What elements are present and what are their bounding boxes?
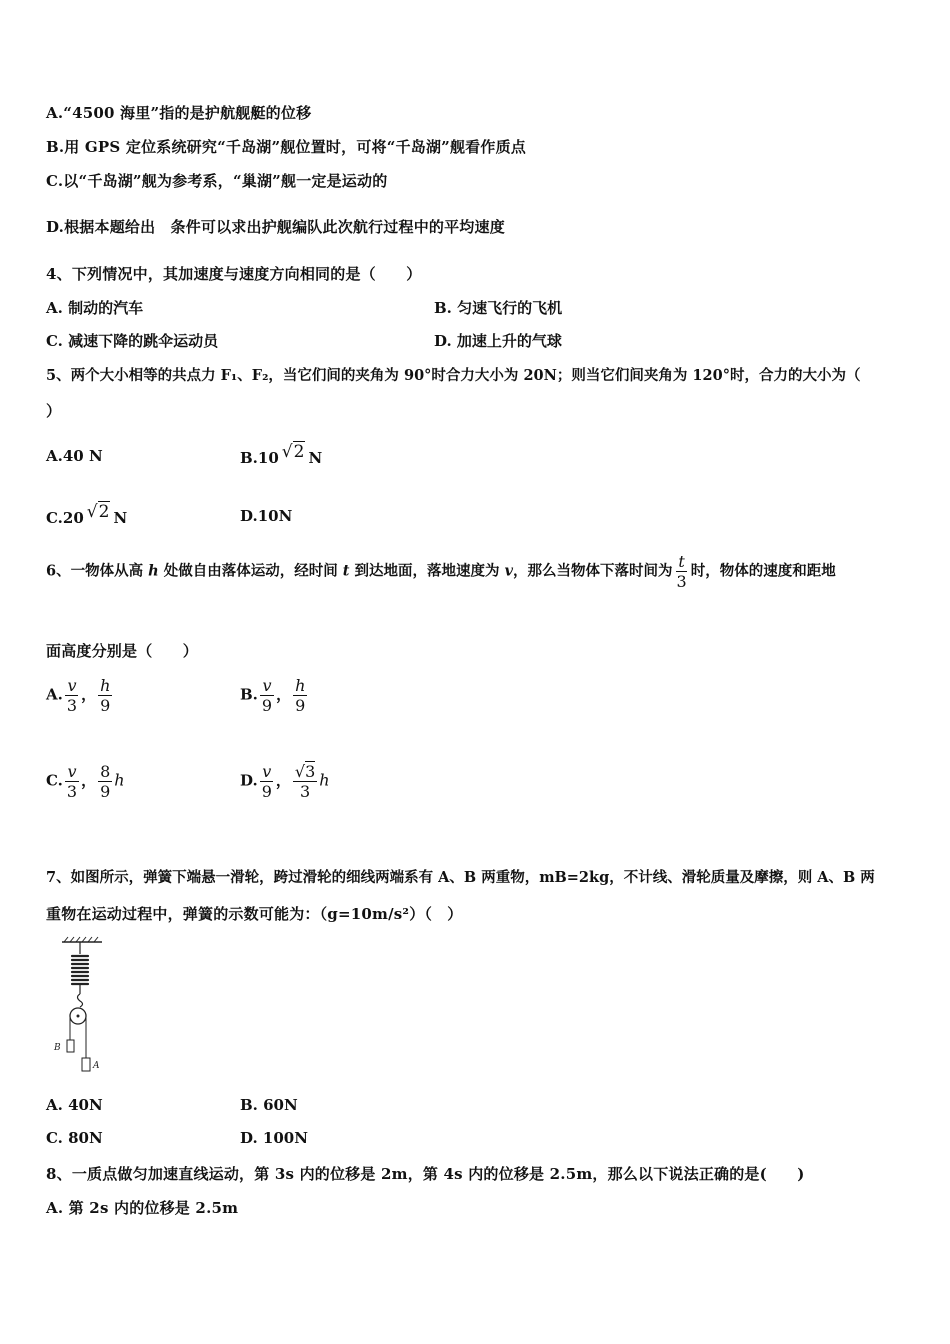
option-label: D. [240, 771, 258, 790]
q4-option-b: B. 匀速飞行的飞机 [434, 299, 563, 317]
fraction [98, 676, 112, 715]
sqrt-symbol: √2 [86, 502, 110, 522]
frac-den: 9 [295, 696, 306, 715]
frac-den: 9 [100, 782, 111, 801]
comma: ， [276, 685, 292, 704]
sqrt-symbol: √2 [281, 442, 305, 462]
option-label: B. [240, 685, 258, 704]
fraction [260, 762, 274, 801]
frac-num: t [678, 552, 685, 571]
fraction [65, 762, 79, 801]
frac-num: h [295, 676, 306, 695]
q5-option-b-prefix: B.10 [240, 449, 279, 467]
frac-num: v [262, 762, 272, 781]
frac-num: h [100, 676, 111, 695]
option-label: A. [46, 685, 63, 704]
q5-stem-end: ） [46, 402, 62, 420]
fraction-t-over-3 [675, 552, 689, 591]
q3-option-a: A.“4500 海里”指的是护航舰艇的位移 [46, 104, 312, 122]
q6-stem [46, 552, 836, 591]
q4-option-a: A. 制动的汽车 [46, 299, 144, 317]
q7-stem: 7、如图所示，弹簧下端悬一滑轮，跨过滑轮的细线两端系有 A、B 两重物，mB=2kg，不计线、滑轮质量及摩擦，则 A、B 两 [46, 869, 875, 886]
q7-option-c: C. 80N [46, 1129, 103, 1147]
q7-option-a: A. 40N [46, 1096, 103, 1114]
label-a: A [93, 1061, 100, 1071]
q5-option-d: D.10N [240, 507, 293, 525]
frac-den: 3 [676, 572, 687, 591]
q5-option-c [46, 502, 127, 527]
q6-option-b [240, 676, 309, 715]
spring-pulley-figure [52, 936, 112, 1076]
fraction [293, 762, 317, 801]
q6-stem-text: 到达地面，落地速度为 [349, 562, 505, 580]
frac-den: 9 [261, 782, 272, 801]
fraction [293, 676, 307, 715]
q6-stem-cont: 面高度分别是（ ） [46, 642, 199, 660]
frac-num: 8 [100, 762, 111, 781]
frac-num: v [67, 676, 77, 695]
var-h: h [319, 770, 330, 790]
q6-stem-text: 时，物体的速度和距地 [690, 562, 836, 580]
var-h: h [114, 770, 125, 790]
q6-option-c [46, 762, 125, 801]
comma: ， [81, 685, 97, 704]
frac-num: v [67, 762, 77, 781]
q3-option-d: D.根据本题给出 条件可以求出护舰编队此次航行过程中的平均速度 [46, 218, 505, 236]
frac-den: 3 [300, 782, 311, 801]
frac-den: 3 [66, 696, 78, 715]
q5-stem: 5、两个大小相等的共点力 F₁、F₂，当它们间的夹角为 90°时合力大小为 20N；则当它们间夹角为 120°时，合力的大小为（ [46, 367, 861, 384]
q8-stem: 8、一质点做匀加速直线运动，第 3s 内的位移是 2m，第 4s 内的位移是 2.5m，那么以下说法正确的是( ) [46, 1165, 805, 1183]
fraction [98, 762, 112, 801]
q5-option-b-radicand: 2 [293, 442, 305, 462]
fraction [65, 676, 79, 715]
var-h: h [148, 562, 159, 580]
q6-option-d [240, 762, 330, 801]
q5-option-c-radicand: 2 [98, 502, 110, 522]
q5-option-c-prefix: C.20 [46, 509, 84, 527]
frac-den: 3 [66, 782, 78, 801]
frac-den: 9 [261, 696, 273, 715]
var-v: v [504, 562, 514, 580]
q6-option-a [46, 676, 114, 715]
q4-option-d: D. 加速上升的气球 [434, 332, 562, 350]
q5-option-c-unit: N [113, 509, 128, 527]
label-b: B [54, 1043, 61, 1053]
q5-option-b-unit: N [308, 449, 323, 467]
q3-option-b: B.用 GPS 定位系统研究“千岛湖”舰位置时，可将“千岛湖”舰看作质点 [46, 138, 526, 156]
frac-num: v [262, 676, 272, 695]
fraction [260, 676, 274, 715]
q6-stem-text: ，那么当物体下落时间为 [513, 562, 673, 580]
q5-option-b [240, 442, 322, 467]
comma: ， [275, 771, 291, 790]
q3-option-c: C.以“千岛湖”舰为参考系，“巢湖”舰一定是运动的 [46, 172, 388, 190]
q4-option-c: C. 减速下降的跳伞运动员 [46, 332, 219, 350]
q6-stem-text: 6、一物体从高 [46, 562, 149, 580]
radicand: 3 [305, 762, 316, 781]
q7-option-d: D. 100N [240, 1129, 308, 1147]
var-t: t [342, 562, 350, 580]
q8-option-a: A. 第 2s 内的位移是 2.5m [46, 1199, 239, 1217]
q7-stem-cont: 重物在运动过程中，弹簧的示数可能为：（g=10m/s²）（ ） [46, 905, 463, 923]
q5-option-a: A.40 N [46, 447, 103, 465]
frac-den: 9 [100, 696, 111, 715]
q7-option-b: B. 60N [240, 1096, 298, 1114]
frac-num: √3 [294, 762, 316, 781]
q6-stem-text: 处做自由落体运动，经时间 [158, 562, 343, 580]
q4-stem: 4、下列情况中，其加速度与速度方向相同的是（ ） [46, 265, 422, 283]
comma: ， [81, 771, 97, 790]
option-label: C. [46, 771, 63, 790]
